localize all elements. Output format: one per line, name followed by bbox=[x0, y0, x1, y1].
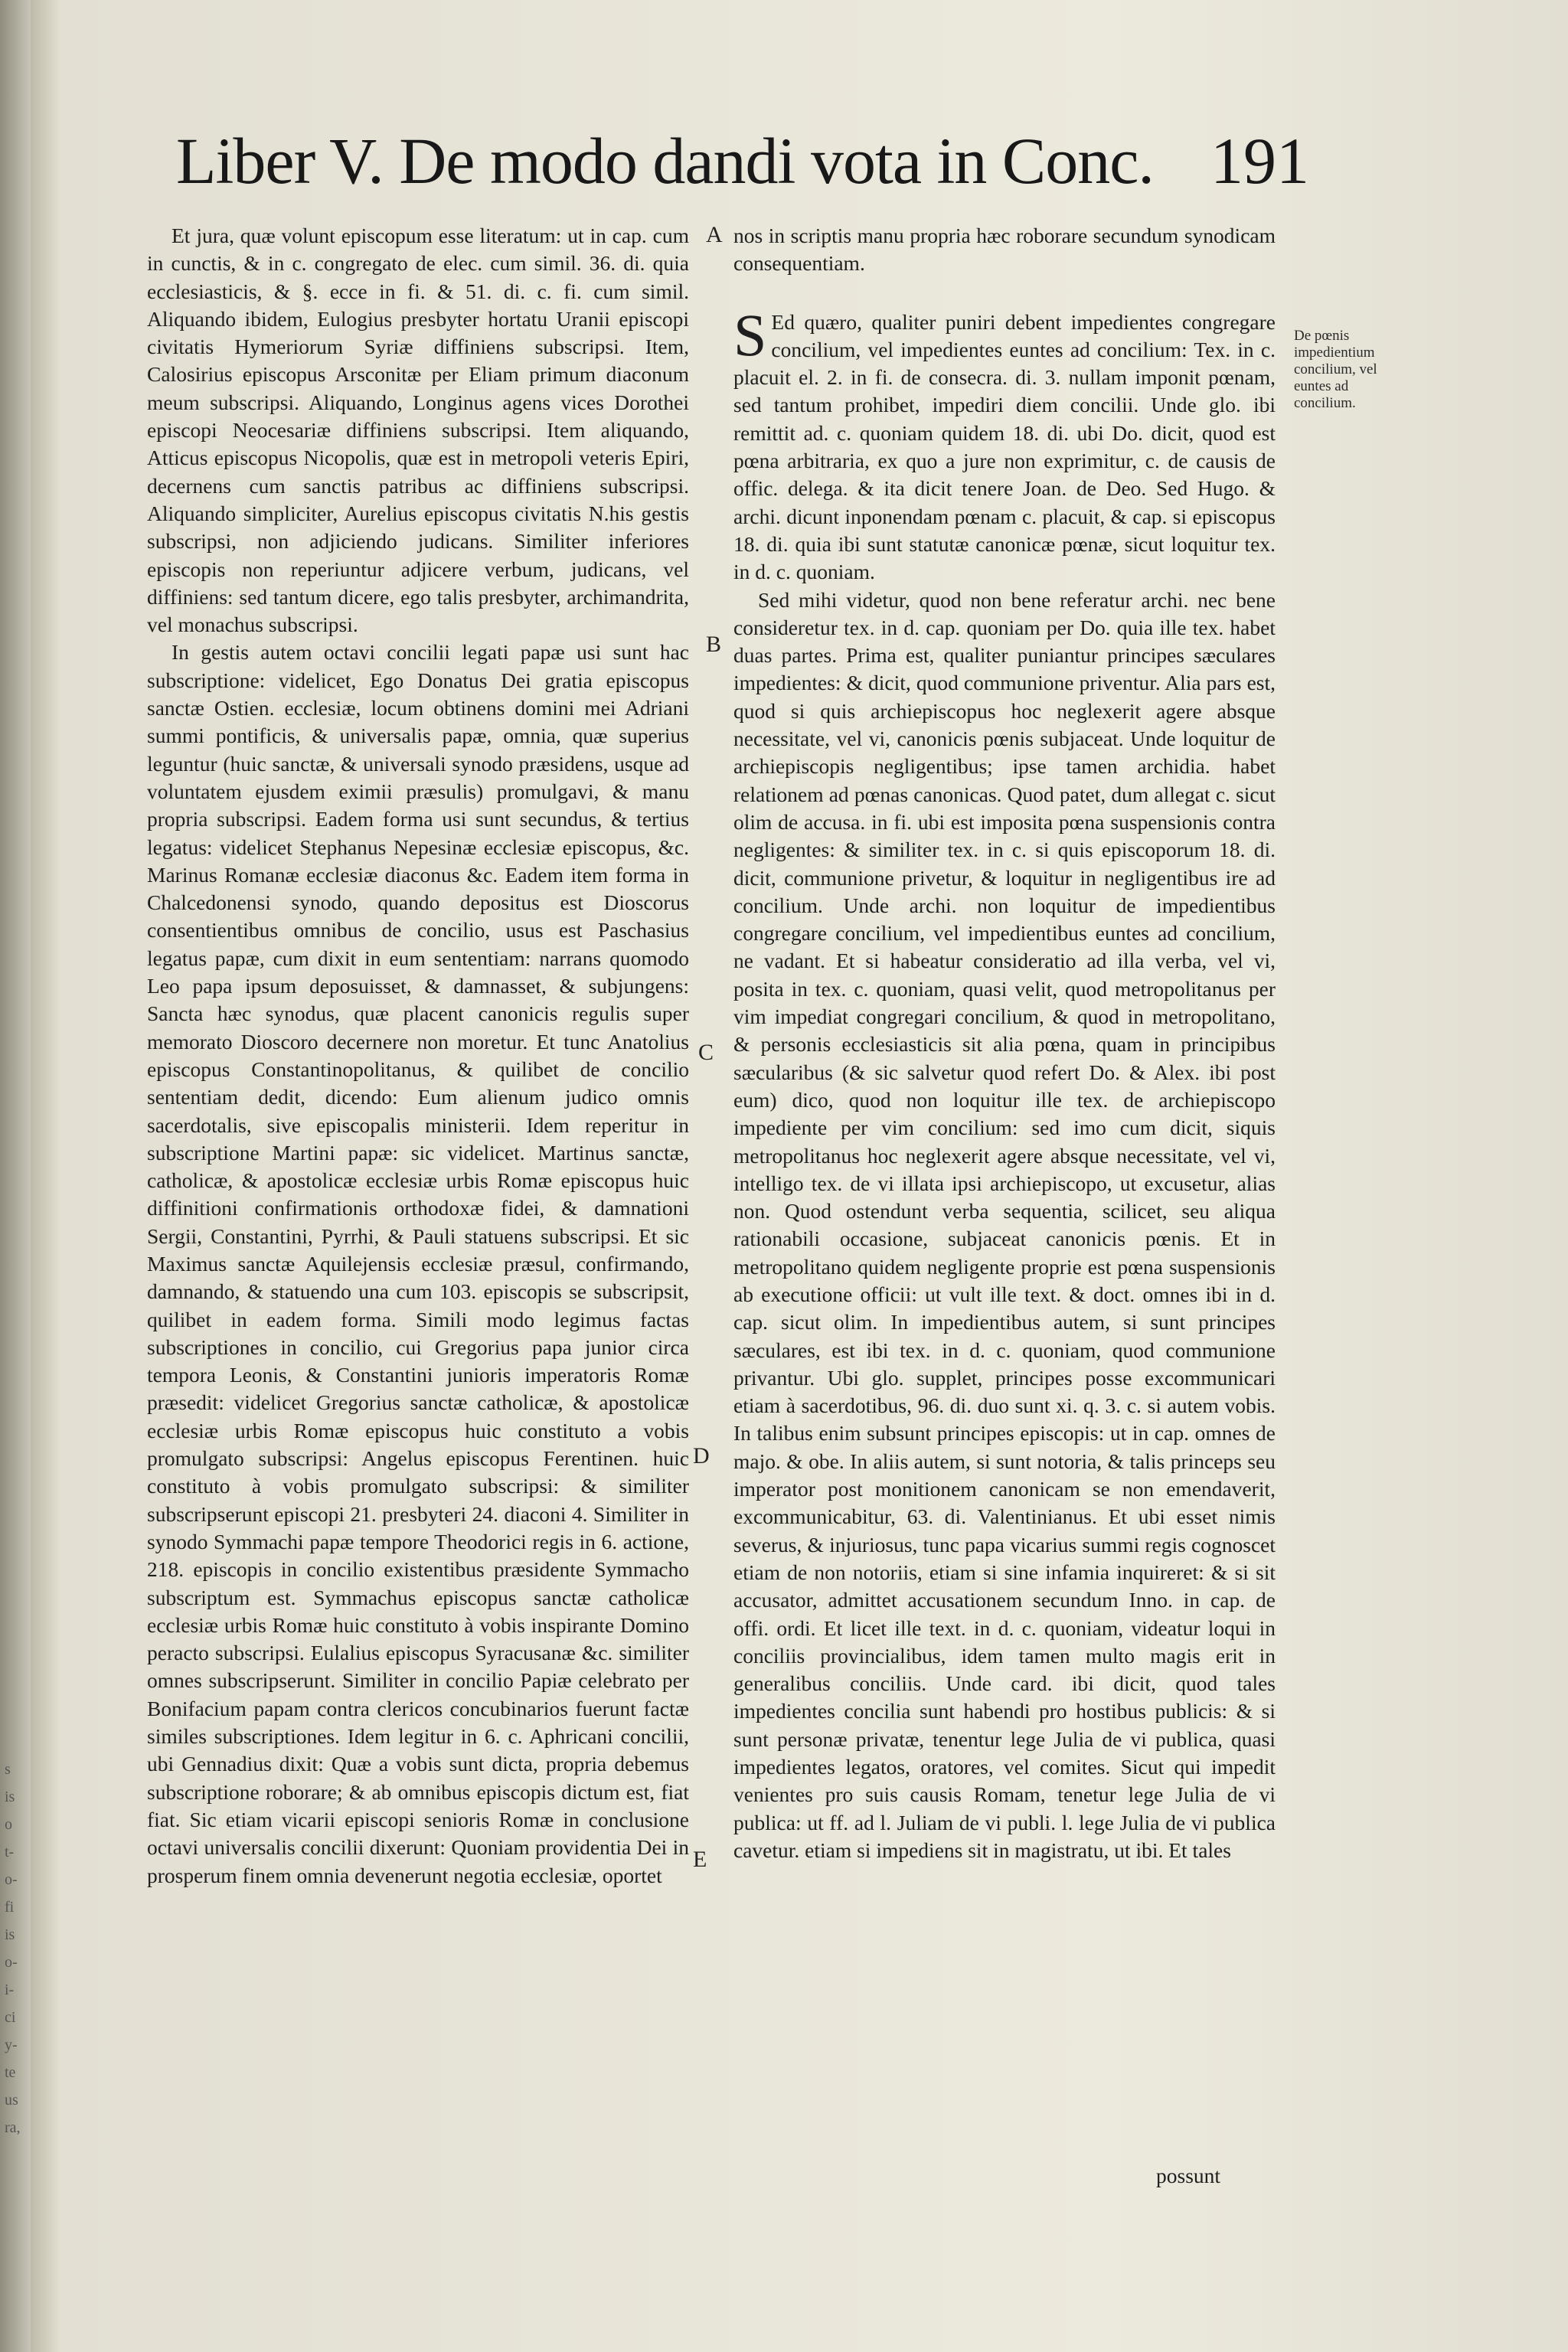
gutter-fragment: o- bbox=[5, 1954, 18, 1971]
paragraph: nos in scriptis manu propria hæc roborare secundum synodicam consequentiam. bbox=[733, 224, 1276, 276]
gutter-fragment: is bbox=[5, 1926, 15, 1943]
gutter-fragment: us bbox=[5, 2092, 18, 2109]
section-letter-e: E bbox=[693, 1847, 707, 1872]
paragraph-with-dropcap bbox=[733, 301, 1276, 586]
gutter-fragment: o bbox=[5, 1816, 12, 1833]
catchword: possunt bbox=[1156, 2164, 1221, 2187]
gutter-fragment: i- bbox=[5, 1981, 15, 1998]
page-number: 191 bbox=[1210, 124, 1309, 198]
gutter-fragment: ra, bbox=[5, 2119, 21, 2136]
gutter-fragment: o- bbox=[5, 1871, 18, 1888]
gutter-fragment: y- bbox=[5, 2037, 18, 2053]
binding-gutter bbox=[0, 0, 31, 2352]
gutter-fragment: is bbox=[5, 1788, 15, 1805]
paragraph: In gestis autem octavi concilii legati papæ usi sunt hac subscriptione: videlicet, Ego Donatus Dei gratia episcopus sanctæ Ostien. ecclesiæ, locum obtinens domini mei Adriani summi pontificis, & universalis papæ, omnia, quæ superius leguntur (huic sanctæ, & universali synodo præsidens, usque ad voluntatem ejusdem eximii præsulis) promulgavi, & manu propria subscripsi. Eadem forma usi sunt secundus, & tertius legatus: videlicet Stephanus Nepesinæ ecclesiæ episcopus, &c. Marinus Romanæ ecclesiæ diaconus &c. Eadem item forma in Chalcedonensi synodo, quando depositus est Dioscorus consentientibus omnibus de concilio, usus est Paschasius legatus papæ, cum dixit in eum sententiam: narrans quomodo Leo papa ipsum deposuisset, & damnasset, & subjungens: Sancta hæc synodus, quæ placent canonicis regulis super memorato Dioscoro decernere non moretur. Et tunc Anatolius episcopus Constantinopolitanus, & quilibet de concilio sententiam dedit, dicendo: Eum alienum judico omnis sacerdotalis, sive episcopalis ministerii. Idem reperitur in subscriptione Martini papæ: sic videlicet. Martinus sanctæ, catholicæ, & apostolicæ ecclesiæ urbis Romæ episcopus huic diffinitioni confirmationis orthodoxæ fidei, & damnationi Sergii, Constantini, Pyrrhi, & Pauli statuens subscripsi. Et sic Maximus sanctæ Aquilejensis ecclesiæ præsul, confirmando, damnando, & statuendo una cum 103. episcopis se subscripsit, quilibet in eadem forma. Simili modo legimus factas subscriptiones in concilio, cui Gregorius papa junior circa tempora Leonis, & Constantini junioris imperatoris Romæ præsedit: videlicet Gregorius sanctæ catholicæ, & apostolicæ ecclesiæ urbis Romæ episcopus huic constituto a vobis promulgato subscripsi: Angelus episcopus Ferentinen. huic constituto à vobis promulgato subscripsi: & similiter subscripserunt episcopi 21. presbyteri 24. diaconi 4. Similiter in synodo Symmachi papæ tempore Theodorici regis in 6. actione, 218. episcopis in concilio existentibus præsidente Symmacho subscriptum est. Symmachus episcopus sanctæ catholicæ ecclesiæ urbis Romæ huic constituto à vobis inspirante Domino peracto subscripsi. Eulalius episcopus Syracusanæ &c. similiter omnes subscripserunt. Similiter in concilio Papiæ celebrato per Bonifacium papam contra clericos concubinarios fuerunt factæ similes subscriptiones. Idem legitur in 6. c. Aphricani concilii, ubi Gennadius dixit: Quæ a vobis sunt dicta, propria debemus subscriptione roborare; & ab omnibus episcopis dictum est, fiat fiat. Sic etiam vicarii episcopi senioris Romæ in conclusione octavi universalis concilii dixerunt: Quoniam providentia Dei in prosperum finem omnia devenerunt negotia ecclesiæ, oportet bbox=[147, 640, 689, 1887]
paragraph: Et jura, quæ volunt episcopum esse literatum: ut in cap. cum in cunctis, & in c. congregato de elec. cum simil. 36. di. quia ecclesiasticis, & §. ecce in fi. & 51. di. c. fi. cum simil. Aliquando ibidem, Eulogius presbyter hortatu Uranii episcopi civitatis Hymeriorum Syriæ diffiniens subscripsi. Item, Calosirius episcopus Arsconitæ per Eliam primum diaconum meum subscripsi. Aliquando, Longinus agens vices Dorothei episcopi Neocesariæ diffiniens subscripsi. Item aliquando, Atticus episcopus Nicopolis, quæ est in metropoli veteris Epiri, decernens cum sanctis patribus ac diffiniens subscripsi. Aliquando simpliciter, Aurelius episcopus civitatis N.his gestis subscripsi, non adjiciendo judicans. Similiter inferiores episcopis non reperiuntur adjicere verbum, judicans, vel diffiniens: sed tantum dicere, ego talis presbyter, archimandrita, vel monachus subscripsi. bbox=[147, 224, 689, 637]
paragraph: Sed mihi videtur, quod non bene referatur archi. nec bene consideretur tex. in d. cap. quoniam per Do. quia ille tex. habet duas partes. Prima est, qualiter puniantur principes sæculares impedientes: & dicit, quod communione priventur. Alia pars est, quod si quis archiepiscopus hoc neglexerit agere absque necessitate, vel vi, canonicis pœnis subjaceat. Unde loquitur de archiepiscopis negligentibus; ipse tamen archidia. habet relationem ad pœnas canonicas. Quod patet, dum allegat c. sicut olim de accusa. in fi. ubi est imposita pœna suspensionis contra negligentes: & similiter tex. in c. si quis episcoporum 18. di. dicit, communione privetur, & loquitur in negligentibus ire ad concilium. Unde archi. non loquitur de impedientibus congregare concilium, vel impedientibus euntes ad concilium, ne vadant. Et si habeatur consideratio ad illa verba, vel vi, posita in tex. c. quoniam, quasi velit, quod metropolitanus per vim impediat congregari concilium, & quod in metropolitano, & personis ecclesiasticis sit alia pœna, quam in principibus sæcularibus (& sic salvetur quod refert Do. & Alex. ibi post eum) dico, quod non loquitur ille tex. de archiepiscopo impediente per vim concilium: sed imo cum dicit, siquis metropolitanus hoc neglexerit agere absque necessitate, vel vi, intelligo tex. de vi illata ipsi archiepiscopo, ut excusetur, alias non. Quod ostendunt verba sequentia, scilicet, seu aliqua rationabili occasione, subjaceat canonicis pœnis. Et in metropolitano quidem negligente proprie est pœna suspensionis ab executione officii: ut vult ille text. & doct. omnes ibi in d. cap. sicut olim. In impedientibus autem, si sunt principes sæculares, est ibi tex. in d. c. quoniam, quod communione privantur. Ubi glo. supplet, principes posse excommunicari etiam à sacerdotibus, 96. di. duo sunt xi. q. 3. c. si autem vobis. In talibus enim subsunt principes episcopis: ut in cap. omnes de majo. & obe. In aliis autem, si sunt notoria, & talis princeps seu imperator post monitionem canonicam se non emendaverit, excommunicabitur, 63. di. Valentinianus. Et ubi esset nimis severus, & injuriosus, tunc papa vicarius summi regis cognoscet etiam de non notoriis, etiam si sine infamia inquireret: & si sit accusator, admittet accusationem secundum Inno. in cap. de offi. ordi. Et licet ille text. in d. c. quoniam, videatur loqui in conciliis provincialibus, idem tamen multo magis erit in generalibus conciliis. Unde card. ibi dicit, quod tales impedientes concilia sunt habendi pro hostibus publicis: & si sunt personæ privatæ, tenentur lege Julia de vi publica, quasi impedientes legatos, oratores, vel comites. Sicut qui impedit venientes pro suis causis Romam, tenetur lege Julia de vi publica: ut ff. ad l. Juliam de vi publi. l. lege Julia de vi publica cavetur. etiam si impediens sit in magistratu, ut ibi. Et tales bbox=[733, 587, 1276, 1862]
gutter-fragment: t- bbox=[5, 1844, 15, 1860]
section-letter-d: D bbox=[693, 1443, 710, 1468]
right-column bbox=[733, 222, 1276, 1864]
gutter-fragment: ci bbox=[5, 2009, 16, 2026]
gutter-fragment: te bbox=[5, 2064, 16, 2081]
page-header bbox=[176, 122, 1309, 207]
margin-note: De pœnis impedientium concilium, vel euntes ad concilium. bbox=[1294, 328, 1377, 411]
drop-cap-S: S bbox=[733, 301, 767, 368]
section-letter-a: A bbox=[706, 222, 723, 247]
gutter-fragment: fi bbox=[5, 1899, 15, 1916]
section-letter-c: C bbox=[698, 1040, 714, 1065]
paragraph-text: Ed quæro, qualiter puniri debent impedientes congregare concilium, vel impedientes euntes ad concilium: Tex. in c. placuit el. 2. in fi. de consecra. di. 3. nullam imponit pœnam, sed tantum prohibet, impediri diem concilii. Unde glo. ibi remittit ad. c. quoniam quidem 18. di. ubi Do. dicit, quod est pœna arbitraria, ex quo a jure non exprimitur, c. de causis de offic. delega. & ita dicit tenere Joan. de Deo. Sed Hugo. & archi. dicunt inponendam pœnam c. placuit, & cap. si episcopus 18. di. quia ibi sunt statutæ canonicæ pœnæ, sicut loquitur tex. in d. c. quoniam. bbox=[733, 309, 1276, 584]
running-title: Liber V. De modo dandi vota in Conc. bbox=[176, 124, 1154, 198]
gutter-fragment: s bbox=[5, 1761, 11, 1778]
section-letter-b: B bbox=[706, 632, 722, 657]
left-column bbox=[147, 222, 689, 1890]
